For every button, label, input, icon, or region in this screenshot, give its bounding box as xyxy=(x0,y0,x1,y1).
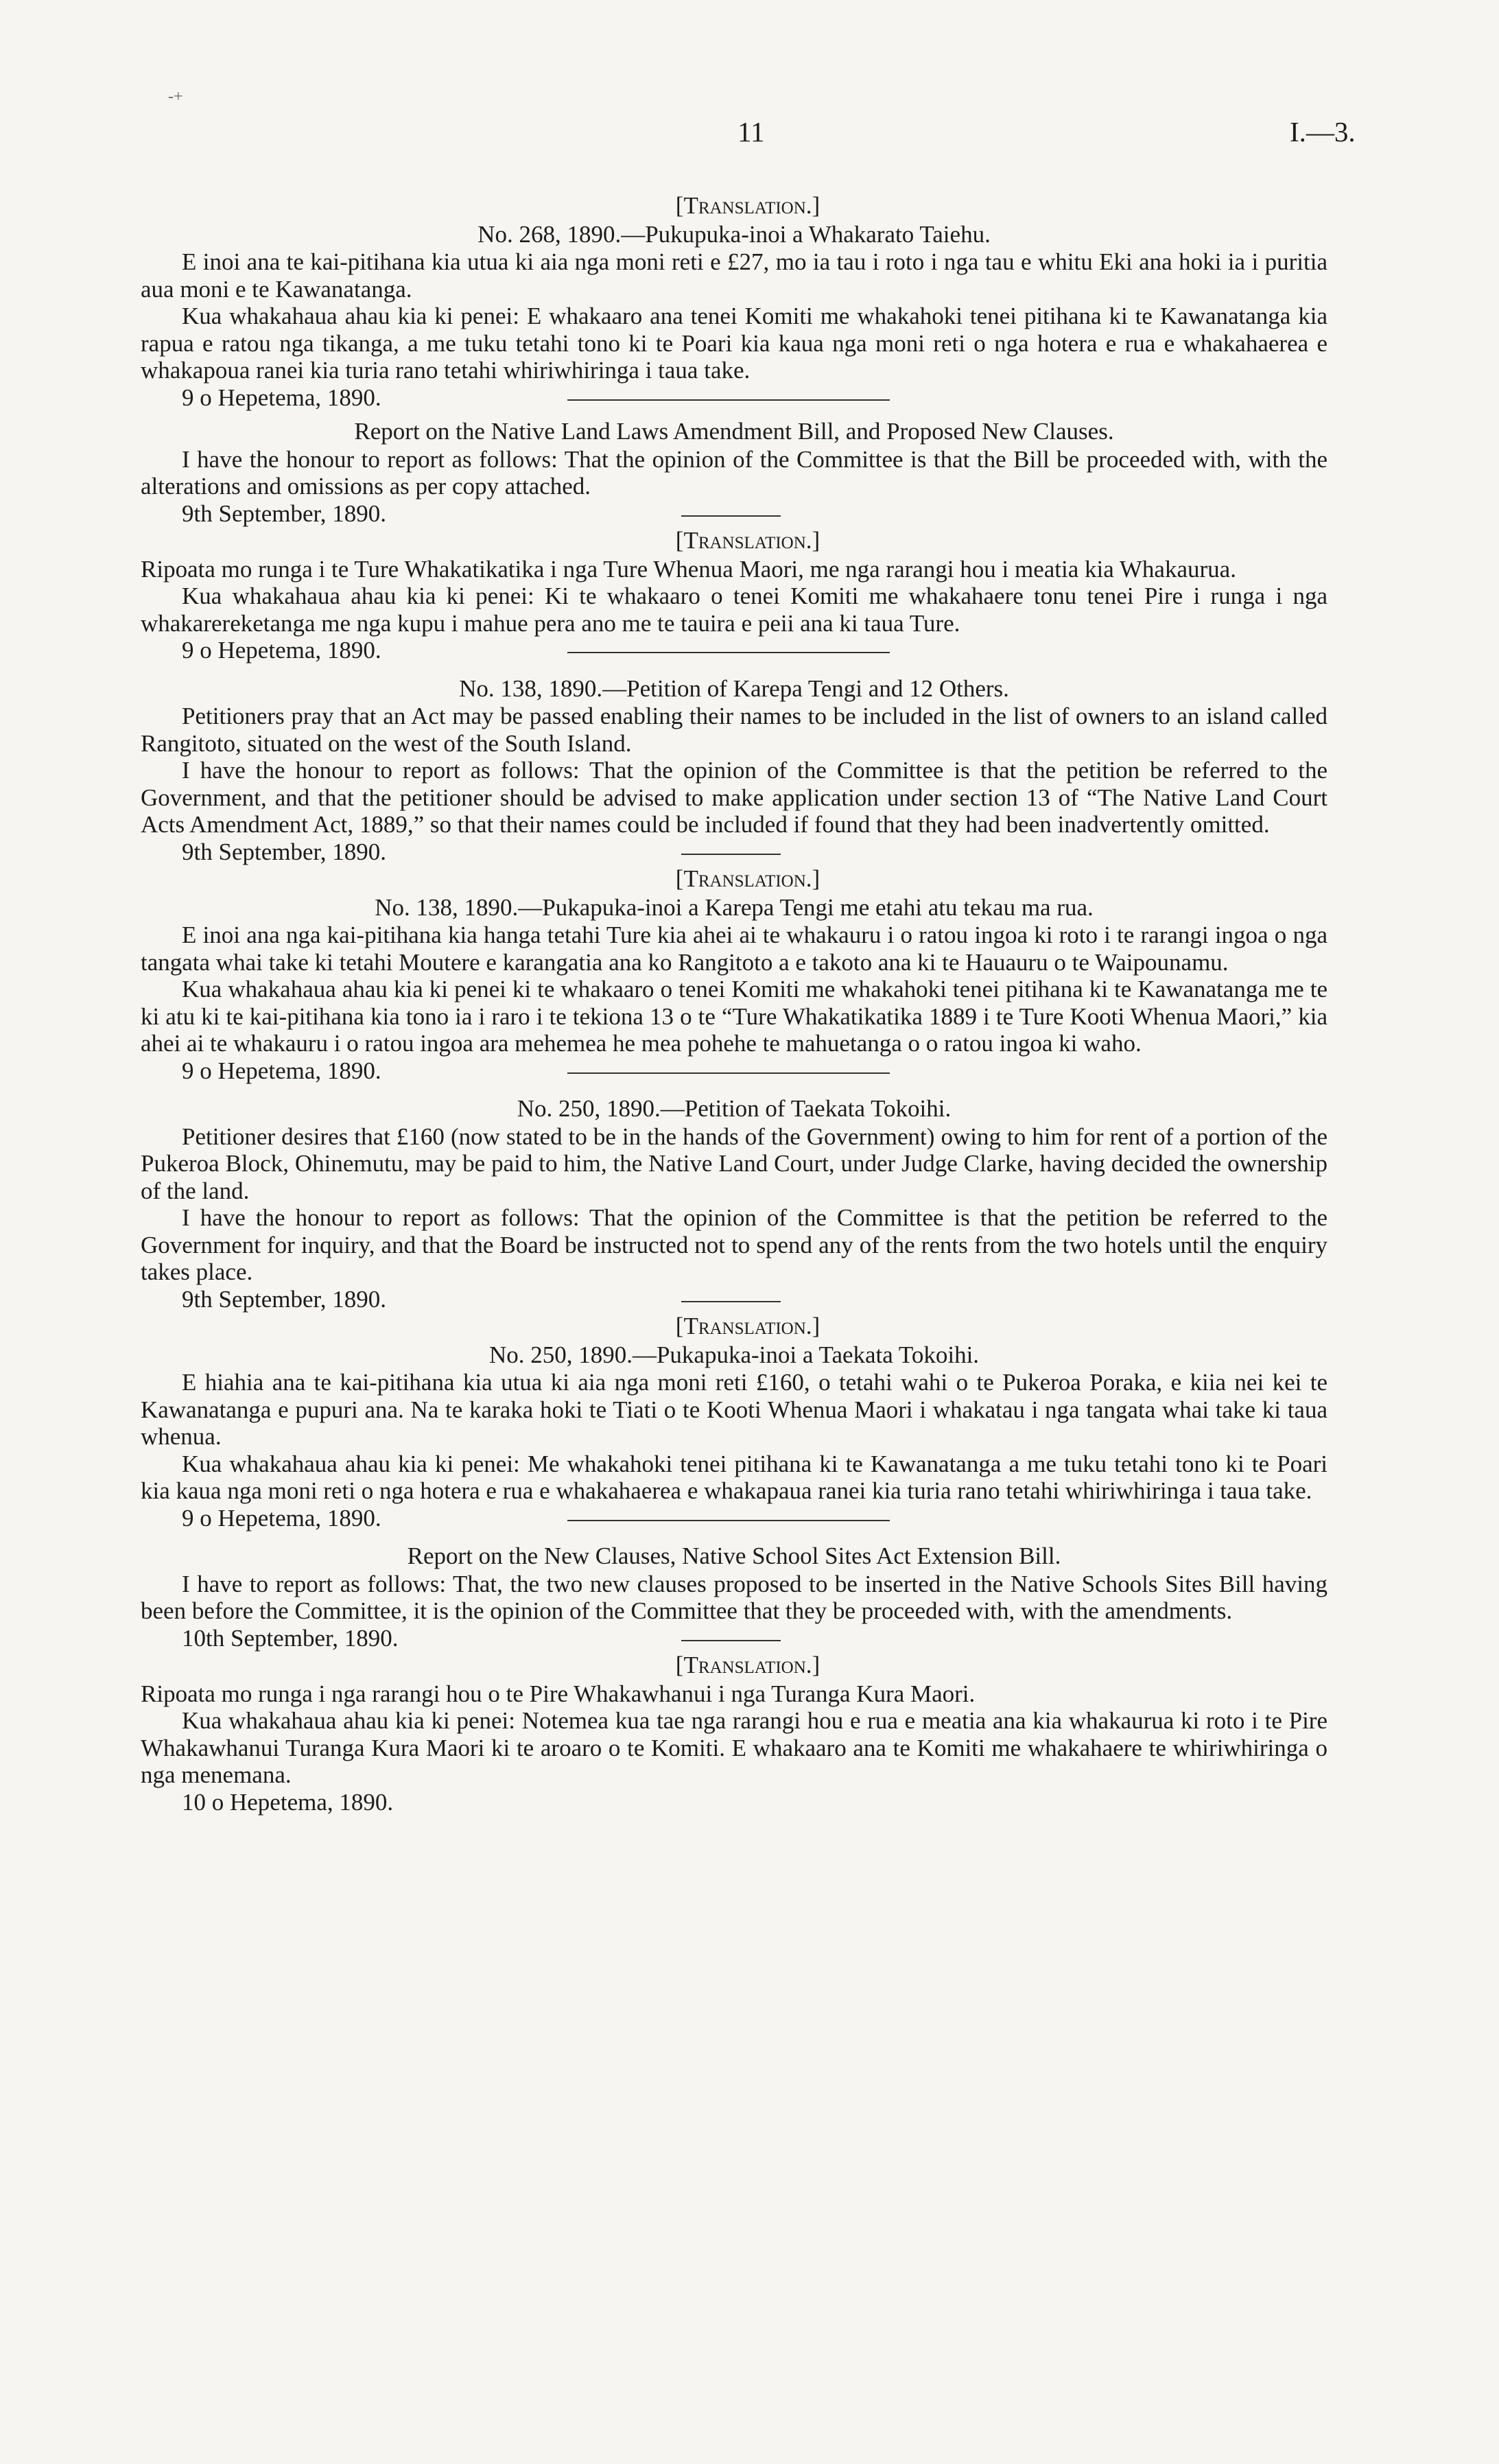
date-line xyxy=(141,1505,1327,1532)
translation-label: [Translation.] xyxy=(675,1652,821,1678)
report-heading: Report on the Native Land Laws Amendment Bill, and Proposed New Clauses. xyxy=(354,418,1114,445)
section-divider xyxy=(567,652,890,653)
date-text: 9th September, 1890. xyxy=(182,1285,386,1313)
report-heading: Report on the New Clauses, Native School Sites Act Extension Bill. xyxy=(407,1542,1061,1569)
paragraph: Kua whakahaua ahau kia ki penei: Notemea kua tae nga rarangi hou e rua e meatia ana kia whakaurua ki roto i te Pire Whakawhanui Turanga Kura Maori ki te aroaro o te Komiti. E whakaaro ana te Komiti me whakahaere te whiriwhiringa o nga menemana. xyxy=(141,1707,1327,1788)
paragraph: E inoi ana nga kai-pitihana kia hanga tetahi Ture kia ahei ai te whakauru i o ratou ingoa ki roto i te rarangi ingoa o nga tangata whai take ki tetahi Moutere e karangatia ana ko Rangitoto a e takoto ana ki te Hauauru o te Waipounamu. xyxy=(141,922,1327,976)
divider xyxy=(681,854,781,855)
section-divider xyxy=(567,1072,890,1074)
page-body xyxy=(141,192,1327,1816)
petition-title: No. 250, 1890.—Petition of Taekata Tokoihi. xyxy=(517,1095,952,1122)
date-text: 9 o Hepetema, 1890. xyxy=(182,637,381,664)
page-number: 11 xyxy=(737,116,765,148)
date-text: 9th September, 1890. xyxy=(182,838,386,865)
date-line xyxy=(141,637,1327,664)
ripoata-heading: Ripoata mo runga i nga rarangi hou o te Pire Whakawhanui i nga Turanga Kura Maori. xyxy=(141,1680,976,1707)
corner-mark: -+ xyxy=(168,88,183,106)
date-text: 9 o Hepetema, 1890. xyxy=(182,1504,381,1532)
section-divider xyxy=(567,399,890,401)
petition-title: No. 138, 1890.—Pukapuka-inoi a Karepa Tengi me etahi atu tekau ma rua. xyxy=(375,893,1094,921)
date-text: 9 o Hepetema, 1890. xyxy=(182,384,381,411)
paragraph: E inoi ana te kai-pitihana kia utua ki aia nga moni reti e £27, mo ia tau i roto i nga tau e whitu Eki ana hoki ia i puritia aua moni e te Kawanatanga. xyxy=(141,248,1327,303)
date-line xyxy=(141,1789,1327,1816)
translation-label: [Translation.] xyxy=(675,1313,821,1339)
date-line xyxy=(141,1286,1327,1313)
paragraph: I have the honour to report as follows: That the opinion of the Committee is that the petition be referred to the Government, and that the petitioner should be advised to make application under section 13 of “The Native Land Court Acts Amendment Act, 1889,” so that their names could be included if found that they had been inadvertently omitted. xyxy=(141,757,1327,838)
divider xyxy=(681,1301,781,1302)
date-line xyxy=(141,384,1327,412)
date-text: 9th September, 1890. xyxy=(182,500,386,527)
date-text: 10 o Hepetema, 1890. xyxy=(182,1788,394,1816)
paragraph: Kua whakahaua ahau kia ki penei: Me whakahoki tenei pitihana ki te Kawanatanga a me tuku tetahi tono ki te Poari kia kaua nga moni reti o nga hotera e rua e whakahaerea e whakapaua ranei kia turia rano tetahi whiriwhiringa i taua take. xyxy=(141,1450,1327,1504)
petition-title: No. 268, 1890.—Pukupuka-inoi a Whakarato Taiehu. xyxy=(477,220,991,248)
date-line xyxy=(141,500,1327,528)
paragraph: E hiahia ana te kai-pitihana kia utua ki aia nga moni reti £160, o tetahi wahi o te Pukeroa Poraka, e kiia nei kei te Kawanatanga e pupuri ana. Na te karaka hoki te Tiati o te Kooti Whenua Maori i whakatau i nga tangata whai take ki taua whenua. xyxy=(141,1369,1327,1450)
date-text: 10th September, 1890. xyxy=(182,1624,399,1652)
paragraph: I have to report as follows: That, the two new clauses proposed to be inserted in the Native Schools Sites Bill having been before the Committee, it is the opinion of the Committee that they be proceeded with, with the amendments. xyxy=(141,1570,1327,1624)
paragraph: I have the honour to report as follows: That the opinion of the Committee is that the Bill be proceeded with, with the alterations and omissions as per copy attached. xyxy=(141,445,1327,500)
divider xyxy=(681,515,781,517)
paragraph: Kua whakahaua ahau kia ki penei ki te whakaaro o tenei Komiti me whakahoki tenei pitihana ki te Kawanatanga me te ki atu ki te kai-pitihana kia tono ia i raro i te tekiona 13 o te “Ture Whakatikatika 1889 i te Ture Kooti Whenua Maori,” kia ahei ai te whakauru i o ratou ingoa ara mehemea he mea pohehe te mahuetanga o o ratou ingoa ki waho. xyxy=(141,976,1327,1057)
paragraph: Kua whakahaua ahau kia ki penei: E whakaaro ana tenei Komiti me whakahoki tenei pitihana ki te Kawanatanga kia rapua e ratou nga tikanga, a me tuku tetahi tono ki te Poari kia kaua nga moni reti o nga hotera e rua e whakahaerea e whakapoua ranei kia turia rano tetahi whiriwhiringa i taua take. xyxy=(141,303,1327,384)
divider xyxy=(681,1640,781,1641)
date-line xyxy=(141,838,1327,866)
date-line xyxy=(141,1625,1327,1652)
paragraph: Petitioners pray that an Act may be passed enabling their names to be included in the list of owners to an island called Rangitoto, situated on the west of the South Island. xyxy=(141,703,1327,757)
ripoata-heading: Ripoata mo runga i te Ture Whakatikatika i nga Ture Whenua Maori, me nga rarangi hou i meatia kia Whakaurua. xyxy=(141,555,1236,583)
document-reference: I.—3. xyxy=(1290,116,1356,148)
petition-title: No. 250, 1890.—Pukapuka-inoi a Taekata Tokoihi. xyxy=(488,1341,980,1368)
translation-label: [Translation.] xyxy=(675,527,821,554)
date-line xyxy=(141,1057,1327,1085)
section-divider xyxy=(567,1520,890,1521)
date-text: 9 o Hepetema, 1890. xyxy=(182,1057,381,1084)
paragraph: Kua whakahaua ahau kia ki penei: Ki te whakaaro o tenei Komiti me whakahaere tonu tenei Pire i runga i nga whakarereketanga me nga kupu i mahue pera ano me te tauira e peii ana ki taua Ture. xyxy=(141,583,1327,637)
petition-title: No. 138, 1890.—Petition of Karepa Tengi and 12 Others. xyxy=(459,674,1009,702)
translation-label: [Translation.] xyxy=(675,865,821,892)
translation-label: [Translation.] xyxy=(675,192,821,219)
paragraph: I have the honour to report as follows: That the opinion of the Committee is that the petition be referred to the Government for inquiry, and that the Board be instructed not to spend any of the rents from the two hotels until the enquiry takes place. xyxy=(141,1204,1327,1285)
paragraph: Petitioner desires that £160 (now stated to be in the hands of the Government) owing to him for rent of a portion of the Pukeroa Block, Ohinemutu, may be paid to him, the Native Land Court, under Judge Clarke, having decided the ownership of the land. xyxy=(141,1123,1327,1204)
